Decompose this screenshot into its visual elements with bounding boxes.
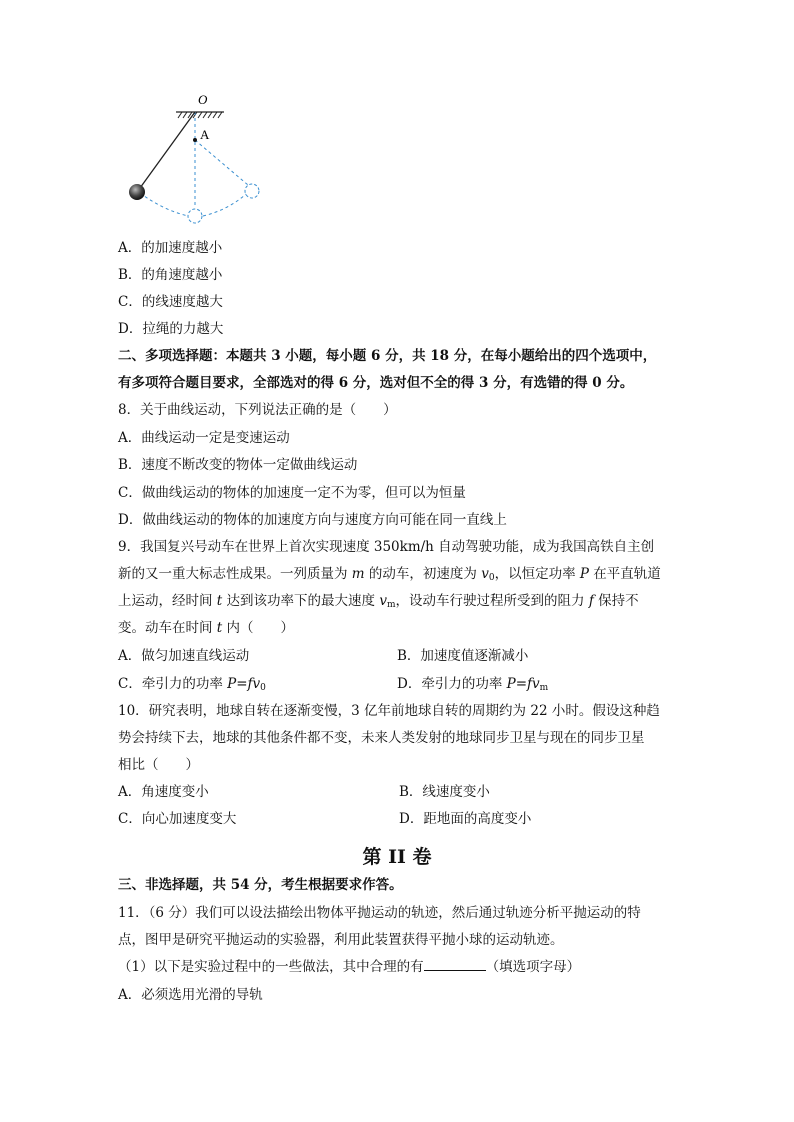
q9-line3 (118, 592, 639, 610)
var-m: m (351, 566, 365, 582)
q9-text: 达到该功率下的最大速度 (222, 593, 380, 609)
part2-title: 第 II 卷 (362, 846, 432, 868)
q9-line4 (118, 619, 294, 637)
q9-option-a: A．做匀加速直线运动 (118, 648, 250, 664)
arc-dashed-left (140, 193, 188, 216)
sub-m: m (539, 683, 549, 693)
q11-subquestion-1 (118, 958, 580, 976)
equals: = (515, 676, 528, 692)
ball-right-dashed (245, 184, 259, 198)
q9-text: 上运动，经时间 (118, 593, 217, 609)
q7-option-a: A．的加速度越小 (118, 240, 223, 256)
pendulum-figure (118, 92, 278, 227)
q9-line2 (118, 565, 661, 583)
point-a (193, 138, 197, 142)
label-a: A (200, 127, 210, 142)
q7-option-b: B．的角速度越小 (118, 267, 223, 283)
sub-m: m (386, 600, 396, 610)
var-fv: fv (247, 676, 261, 692)
short-string-dashed (195, 140, 248, 185)
q11-line1: 11．（6 分）我们可以设法描绘出物体平抛运动的轨迹，然后通过轨迹分析平抛运动的特 (118, 905, 641, 921)
section2-line2: 有多项符合题目要求，全部选对的得 6 分，选对但不全的得 3 分，有选错的得 0 分。 (118, 375, 634, 391)
q9-text: 的动车，初速度为 (364, 566, 482, 582)
q9-text: 在平直轨道 (588, 566, 661, 582)
q11-sub1-text: （1）以下是实验过程中的一些做法，其中合理的有 (118, 959, 424, 975)
answer-blank[interactable] (424, 958, 486, 971)
q8-option-c: C．做曲线运动的物体的加速度一定不为零，但可以为恒量 (118, 485, 466, 501)
q9-options-cd (118, 675, 549, 693)
q9-option-b: B．加速度值逐渐减小 (397, 648, 529, 664)
var-p: P (227, 676, 237, 692)
q10-option-a: A．角速度变小 (118, 784, 209, 800)
equals: = (236, 676, 248, 692)
option-text: C．牵引力的功率 (118, 676, 228, 692)
q10-line1: 10．研究表明，地球自转在逐渐变慢，3 亿年前地球自转的周期约为 22 小时。假设这种趋 (118, 703, 660, 719)
sub-0: 0 (488, 573, 495, 583)
var-v: v (379, 593, 387, 609)
arc-dashed-right (203, 194, 246, 216)
section2-line1: 二、多项选择题：本题共 3 小题，每小题 6 分，共 18 分，在每小题给出的四个选项中， (118, 348, 657, 364)
q8-stem: 8．关于曲线运动，下列说法正确的是（ ） (118, 402, 397, 418)
q9-line1: 9．我国复兴号动车在世界上首次实现速度 350km/h 自动驾驶功能，成为我国高铁自主创 (118, 539, 655, 555)
q10-line2: 势会持续下去，地球的其他条件都不变，未来人类发射的地球同步卫星与现在的同步卫星 (118, 730, 645, 746)
q8-option-b: B．速度不断改变的物体一定做曲线运动 (118, 457, 358, 473)
q9-text: 内（ ） (222, 620, 295, 636)
q9-text: 新的又一重大标志性成果。一列质量为 (118, 566, 352, 582)
label-o: O (198, 92, 208, 107)
q9-text: ，以恒定功率 (494, 566, 580, 582)
var-t: t (216, 593, 223, 609)
var-p: P (506, 676, 516, 692)
q7-option-d: D．拉绳的力越大 (118, 321, 224, 337)
q9-text: ，设动车行驶过程所受到的阻力 (395, 593, 589, 609)
q11-sub1-hint: （填选项字母） (485, 959, 581, 975)
option-text: D．牵引力的功率 (397, 676, 507, 692)
q10-option-b: B．线速度变小 (399, 784, 490, 800)
var-v: v (481, 566, 489, 582)
q9-options-ab (118, 647, 529, 665)
q11-line2: 点，图甲是研究平抛运动的实验器，利用此装置获得平抛小球的运动轨迹。 (118, 932, 564, 948)
q8-option-d: D．做曲线运动的物体的加速度方向与速度方向可能在同一直线上 (118, 512, 507, 528)
q9-option-c (118, 676, 266, 692)
q8-option-a: A．曲线运动一定是变速运动 (118, 430, 290, 446)
q10-options-cd (118, 810, 532, 828)
section3-header: 三、非选择题，共 54 分，考生根据要求作答。 (118, 877, 403, 893)
q10-line3: 相比（ ） (118, 757, 199, 773)
q7-option-c: C．的线速度越大 (118, 294, 223, 310)
ceiling-hatch (178, 112, 222, 118)
q9-text: 保持不 (593, 593, 639, 609)
q10-option-c: C．向心加速度变大 (118, 811, 237, 827)
var-fv: fv (527, 676, 540, 692)
var-t: t (216, 620, 223, 636)
q11-option-a: A．必须选用光滑的导轨 (118, 987, 263, 1003)
sub-0: 0 (260, 683, 266, 693)
q9-option-d (397, 675, 548, 693)
pendulum-ball (129, 184, 145, 200)
q10-options-ab (118, 783, 490, 801)
var-f: f (588, 593, 594, 609)
var-p: P (579, 566, 589, 582)
ball-bottom-dashed (188, 209, 202, 223)
q10-option-d: D．距地面的高度变小 (399, 811, 532, 827)
q9-text: 变。动车在时间 (118, 620, 217, 636)
pendulum-string (140, 112, 195, 188)
